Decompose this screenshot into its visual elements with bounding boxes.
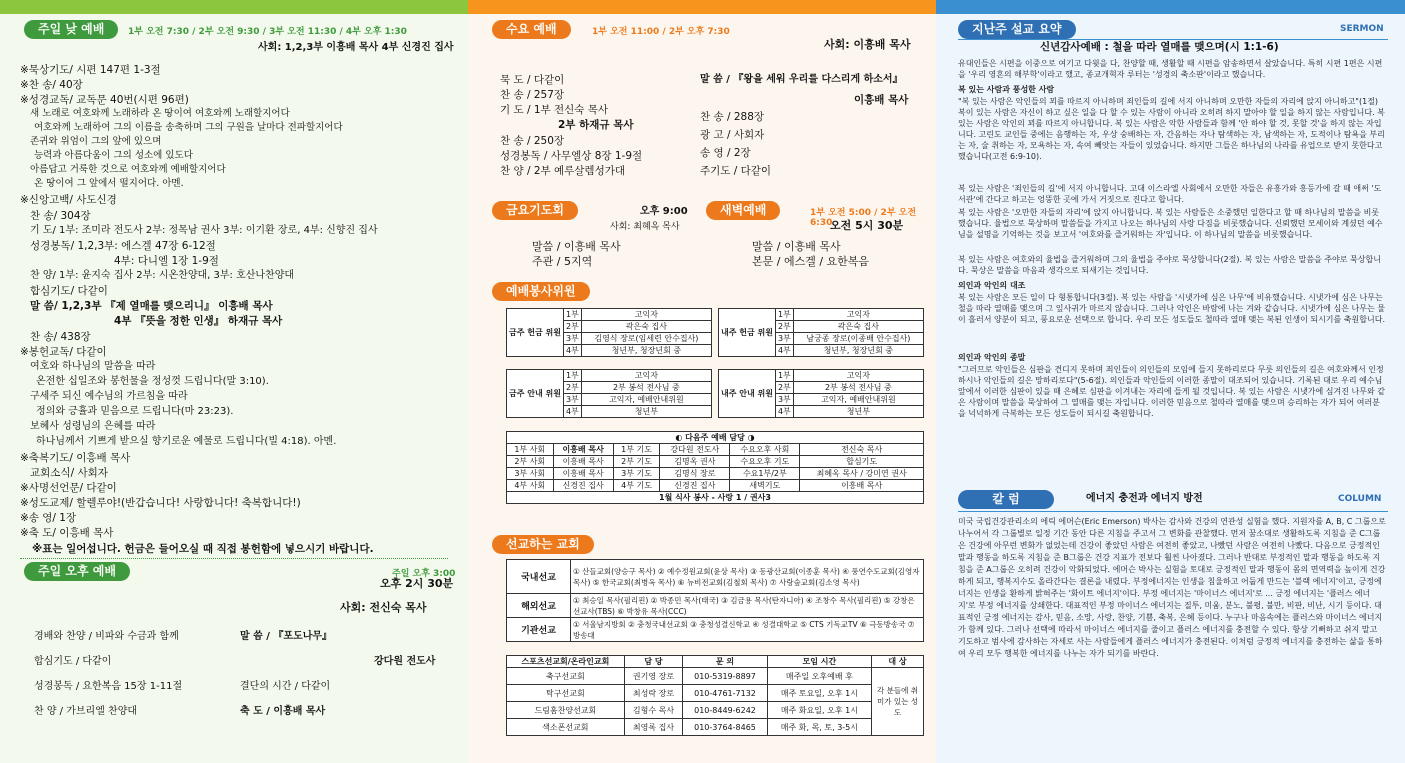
cell: 010-8449-6242: [683, 702, 768, 719]
wed-line: 성경봉독 / 사무엘상 8장 1-9절: [500, 150, 643, 162]
column-headline: 에너지 충전과 에너지 방전: [1086, 493, 1203, 504]
cell: 수요1부/2부: [730, 468, 800, 480]
order-line: ※송 영/ 1장: [20, 512, 77, 524]
section-title-sermon: 지난주 설교 요약: [958, 20, 1076, 39]
cell: 이흥배 목사: [553, 456, 613, 468]
cell: 1부: [563, 370, 581, 382]
duty-footer: 1월 식사 봉사 - 사랑 1 / 권사3: [507, 492, 924, 504]
column-english-label: COLUMN: [1338, 494, 1382, 504]
pm-line: 성경봉독 / 요한복음 15장 1-11절: [34, 681, 183, 692]
cell: 010-4761-7132: [683, 685, 768, 702]
friday-line: 말씀 / 이흥배 목사: [532, 240, 621, 253]
cell: 3부: [563, 394, 581, 406]
wed-line: 묵 도 / 다같이: [500, 74, 565, 86]
section-title-dawn: 새벽예배: [706, 201, 780, 220]
order-line: 교회소식/ 사회자: [30, 467, 108, 479]
sermon-subheading: 의인과 악인의 대조: [958, 281, 1026, 290]
offering-line: 온전한 십일조와 봉헌물을 정성껏 드립니다(말 3:10).: [36, 376, 269, 387]
sermon-paragraph: 유대인들은 시편을 이중으로 여기고 다윗을 다, 찬양할 때, 생활할 때 시편을 암송하면서 살았습니다. 특히 시편 1편은 시편을 '우리 영혼의 해부학'이라고 했고, 종교개혁자 루터는 '성경의 축소판'이라고 했습니다.: [958, 59, 1383, 79]
usher-table-next-week: [718, 369, 924, 418]
afternoon-time-label: 주일 오후 3:00: [392, 569, 456, 579]
cell: 새벽기도: [730, 480, 800, 492]
cell: 이흥배 목사: [800, 480, 924, 492]
order-line: ※축복기도/ 이흥배 목사: [20, 452, 131, 464]
order-line: ※축 도/ 이흥배 목사: [20, 527, 114, 539]
sermon-paragraph: "복 있는 사람은 악인들의 꾀를 따르지 아니하며 죄인들의 길에 서지 아니하며 오만한 자들의 자리에 앉지 아니하고"(1절) 복이 있는 사람은 자신이 하고 싶은 일을 다 할 수 있는 사람이 아니라 오히려 하지 말아야 할 일을 하지 않는 사람입니다. 복 있는 사람은 악인의 꾀를 따르지 아니합니다. 복 있는 사람은 악한 사람들과 함께 '안 하야 할 것, 못할 것'을 하지 않는 자입니다. 고린도 교인들 중에는 음행하는 자, 우상 숭배하는 자, 간음하는 자나 탐색하는 자, 남색하는 자, 도적이나 탐욕을 부리는 자, 술 취하는 자, 모욕하는 자, 속여 빼앗는 자들이 있었습니다. 하지만 그들은 하나님의 나라를 유업으로 받지 못한다고 했습니다(고전 6:9-10).: [958, 97, 1385, 161]
top-bar-middle: [468, 0, 936, 14]
order-line: 성경봉독/ 1,2,3부: 에스겔 47장 6-12절: [30, 240, 216, 252]
cell: 최혜옥 목사 / 강미연 권사: [800, 468, 924, 480]
cell: 3부: [775, 333, 793, 345]
dawn-times: 1부 오전 5:00 / 2부 오전 6:30: [810, 208, 917, 228]
mission-label: 해외선교: [507, 594, 571, 618]
friday-host: 사회: 최혜옥 목사: [610, 222, 680, 232]
cell: 1부: [775, 370, 793, 382]
cell: 고익자, 예배안내위원: [581, 394, 711, 406]
cell: 수요오후 사회: [730, 444, 800, 456]
usher-table-this-week: [506, 369, 712, 418]
column-header: 스포츠선교회/온라인교회: [507, 656, 625, 668]
section-title-column: 칼 럼: [958, 490, 1054, 509]
sermon-headline: 신년감사예배 : 철을 따라 열매를 맺으며(시 1:1-6): [1040, 41, 1279, 53]
pm-line: 결단의 시간 / 다같이: [240, 681, 331, 692]
cell: 청년부: [581, 406, 711, 418]
cell: 김명식 장로: [660, 468, 730, 480]
cell: 4부: [775, 406, 793, 418]
cell: 매주 화요일, 오후 1시: [767, 702, 871, 719]
cell: 전신숙 목사: [800, 444, 924, 456]
wed-line: 말 씀 / 『왕을 세워 우리를 다스리게 하소서』: [700, 74, 903, 85]
group-label: 내주 안내 위원: [719, 370, 776, 418]
sermon-english-label: SERMON: [1340, 24, 1384, 34]
cell: 4부: [563, 406, 581, 418]
pm-line: 말 씀 / 『포도나무』: [240, 631, 333, 642]
pm-line: 찬 양 / 가브리엘 찬양대: [34, 706, 138, 717]
cell: 남궁종 장로(이종배 안수집사): [793, 333, 923, 345]
reading-line: 아름답고 거룩한 것으로 여호와께 예배할지어다: [30, 164, 226, 175]
order-line: 찬 송/ 304장: [30, 210, 91, 222]
wed-line: 찬 송 / 257장: [500, 89, 565, 101]
cell: 곽은숙 집사: [581, 321, 711, 333]
pm-line: 경배와 찬양 / 비파와 수금과 함께: [34, 631, 179, 642]
service-times: 1부 오전 7:30 / 2부 오전 9:30 / 3부 오전 11:30 / 4부 오후 1:30: [128, 27, 407, 37]
cell: 색소폰선교회: [507, 719, 625, 736]
reading-line: 온 땅이여 그 앞에서 떨지어다. 아멘.: [34, 178, 184, 189]
cell: 1부 사회: [507, 444, 554, 456]
cell: 매주 화, 목, 토, 3-5시: [767, 719, 871, 736]
cell: 탁구선교회: [507, 685, 625, 702]
service-host: 사회: 1,2,3부 이흥배 목사 4부 신경진 집사: [258, 42, 454, 53]
mission-table: [506, 559, 924, 642]
sermon-paragraph: 복 있는 사람은 '오만한 자들의 자리'에 앉지 아니합니다. 복 있는 사람들은 소중했던 일한다고 할 때 하나님의 말씀을 비롯했습니다. 율법으로 묵상하며 말씀들을 가지고 나오는 하나님의 사랑 다짐을 비롯했습니다. 신뢰했던 모세이와 계셨던 예수님을 설명을 기억하는 것을 보고서 '여호와를 즐거워하는 자'입니다. 이 하나님의 말씀을 비롯했습니다.: [958, 208, 1383, 239]
cell: 매주일 오후예배 후: [767, 668, 871, 685]
wed-line: 광 고 / 사회자: [700, 129, 765, 141]
cell: 4부: [775, 345, 793, 357]
mission-list: ① 서울남지방회 ② 충청국내선교회 ③ 충청성결신학교 ④ 성결대학교 ⑤ CTS 기독교TV ⑥ 극동방송국 ⑦ 방송대: [571, 618, 924, 642]
column-sunday: [0, 14, 468, 763]
cell: 강다원 전도사: [660, 444, 730, 456]
top-bar-right: [936, 0, 1405, 14]
group-label: 금주 헌금 위원: [507, 309, 564, 357]
section-title-mission: 선교하는 교회: [492, 535, 594, 554]
offering-table-this-week: [506, 308, 712, 357]
wednesday-times: 1부 오전 11:00 / 2부 오후 7:30: [592, 27, 730, 37]
cell: 3부: [775, 394, 793, 406]
cell: 김명옥 권사: [660, 456, 730, 468]
cell: 2부: [563, 382, 581, 394]
order-line: 찬 양/ 1부: 윤지숙 집사 2부: 시온찬양대, 3부: 호산나찬양대: [30, 270, 295, 281]
wed-line: 기 도 / 1부 전신숙 목사: [500, 104, 609, 116]
section-title-afternoon: 주일 오후 예배: [24, 562, 130, 581]
cell: 1부 기도: [613, 444, 660, 456]
mission-label: 국내선교: [507, 560, 571, 594]
cell: 1부: [563, 309, 581, 321]
wed-line: 주기도 / 다같이: [700, 165, 772, 177]
offering-line: 하나님께서 기쁘게 받으실 향기로운 예물로 드립니다(빌 4:18). 아멘.: [36, 436, 337, 447]
cell: 2부 기도: [613, 456, 660, 468]
column-header: 문 의: [683, 656, 768, 668]
reading-line: 여호와께 노래하여 그의 이름을 송축하며 그의 구원을 날마다 전파할지어다: [34, 122, 343, 133]
order-line: ※묵상기도/ 시편 147편 1-3절: [20, 64, 161, 76]
cell: 2부 사회: [507, 456, 554, 468]
cell: 고익자: [793, 370, 923, 382]
wed-line: 이흥배 목사: [854, 94, 909, 106]
cell: 드림홈찬양선교회: [507, 702, 625, 719]
order-line: ※성경교독/ 교독문 40번(시편 96편): [20, 94, 189, 106]
order-line: ※사명선언문/ 다같이: [20, 482, 117, 494]
cell: 최성락 장로: [624, 685, 683, 702]
cell: 고익자, 예배안내위원: [793, 394, 923, 406]
reading-line: 새 노래로 여호와께 노래하라 온 땅이여 여호와께 노래할지어다: [30, 108, 290, 119]
cell: 2부: [775, 382, 793, 394]
afternoon-time: 오후 2시 30분: [380, 577, 454, 590]
cell: 김영식 장로(임세련 안수집사): [581, 333, 711, 345]
sermon-paragraph: 복 있는 사람은 여호와의 율법을 즐거워하며 그의 율법을 주야로 묵상합니다(2절). 복 있는 사람은 말씀을 주야로 묵상합니다. 묵상은 말씀을 마음과 생각으로 되새기는 것입니다.: [958, 255, 1381, 275]
cell: 고익자: [581, 370, 711, 382]
reading-line: 존귀와 위엄이 그의 앞에 있으며: [30, 136, 162, 147]
pm-line: 합심기도 / 다같이: [34, 656, 112, 667]
section-title-sunday: 주일 낮 예배: [24, 20, 118, 39]
cell: 김형수 목사: [624, 702, 683, 719]
cell: 최영록 집사: [624, 719, 683, 736]
sports-mission-table: [506, 655, 924, 736]
cell: 3부 사회: [507, 468, 554, 480]
pm-line: 강다원 전도사: [374, 656, 436, 667]
column-sermon: [936, 14, 1405, 763]
friday-line: 주관 / 5지역: [532, 255, 593, 268]
cell: 고익자: [581, 309, 711, 321]
order-line: 합심기도/ 다같이: [30, 285, 108, 297]
column-header: 모임 시간: [767, 656, 871, 668]
group-label: 금주 안내 위원: [507, 370, 564, 418]
next-week-duty-table: [506, 431, 924, 504]
group-label: 내주 헌금 위원: [719, 309, 776, 357]
order-line: ※봉헌교독/ 다같이: [20, 346, 107, 358]
order-line: ※신앙고백/ 사도신경: [20, 194, 117, 206]
cell: 2부: [775, 321, 793, 333]
cell: 고익자: [793, 309, 923, 321]
friday-time: 오후 9:00: [640, 206, 688, 217]
sermon-paragraph: "그러므로 악인들은 심판을 견디지 못하며 죄인들이 의인들의 모임에 들지 못하리로다 무릇 의인들의 길은 여호와께서 인정하시나 악인들의 길은 망하리로다"(5-6절). 의인들과 악인들의 이러한 종말이 대조되어 있습니다. 기록된 대로 우리 예수님 앞에서 이러한 심판이 있을 때 은혜로 심판을 이겨내는 자리에 들게 될 것입니다. 복 있는 사람은 시냇가에 심겨진 나무와 같은 사람이며 말씀을 묵상하여 그 열매를 맺는 자입니다. 이러한 믿음으로 철따라 열매를 맺으며 승리하는 자가 되어 여러분을 넉넉하게 극복하는 모든 성도들이 되시길 축원합니다.: [958, 365, 1385, 418]
sermon-subheading: 의인과 악인의 종말: [958, 353, 1026, 362]
order-line: ※성도교제/ 할렐루야!(반갑습니다! 사랑합니다! 축복합니다!): [20, 497, 301, 509]
section-title-wednesday: 수요 예배: [492, 20, 571, 39]
order-line: ※찬 송/ 40장: [20, 79, 83, 91]
afternoon-host: 사회: 전신숙 목사: [340, 601, 427, 614]
order-line: 4부 『뜻을 정한 인생』 하재규 목사: [114, 315, 283, 327]
section-title-friday: 금요기도회: [492, 201, 578, 220]
cell: 3부: [563, 333, 581, 345]
cell: 4부 기도: [613, 480, 660, 492]
cell: 청년부, 청장년회 중: [581, 345, 711, 357]
cell: 신경진 집사: [660, 480, 730, 492]
cell: 수요오후 기도: [730, 456, 800, 468]
wed-line: 찬 양 / 2부 예루살렘성가대: [500, 165, 625, 177]
offering-line: 보혜사 성령님의 은혜를 따라: [30, 421, 156, 432]
wed-line: 송 영 / 2장: [700, 147, 751, 159]
duty-title: ◐ 다음주 예배 담당 ◑: [507, 432, 924, 444]
column-header: 대 상: [872, 656, 924, 668]
cell: 청년부, 청장년회 중: [793, 345, 923, 357]
wed-line: 2부 하재규 목사: [558, 119, 634, 131]
order-line: 말 씀/ 1,2,3부 『제 열매를 맺으리니』 이흥배 목사: [30, 300, 273, 312]
column-header: 담 당: [624, 656, 683, 668]
cell: 2부 봉석 전사님 중: [581, 382, 711, 394]
cell: 신경진 집사: [553, 480, 613, 492]
cell: 4부: [563, 345, 581, 357]
wednesday-host: 사회: 이흥배 목사: [824, 38, 911, 51]
order-line: 4부: 다니엘 1장 1-9절: [114, 255, 219, 267]
cell: 010-5319-8897: [683, 668, 768, 685]
dawn-time: 오전 5시 30분: [830, 219, 904, 232]
sermon-subheading: 복 있는 사람과 풍성한 사람: [958, 85, 1055, 94]
wed-line: 찬 송 / 288장: [700, 111, 765, 123]
cell: 010-3764-8465: [683, 719, 768, 736]
offering-table-next-week: [718, 308, 924, 357]
dawn-line: 본문 / 에스겔 / 요한복음: [752, 255, 870, 268]
divider: [20, 558, 448, 559]
mission-list: ① 최승일 목사(필리핀) ② 박종민 목사(태국) ③ 김금용 목사(탄자니아) ④ 조창수 목사(필리핀) ⑤ 강창은 선교사(TBS) ⑥ 박창유 목사(CCC): [571, 594, 924, 618]
cell: 이흥배 목사: [553, 444, 613, 456]
cell: 매주 토요일, 오후 1시: [767, 685, 871, 702]
cell: 곽은숙 집사: [793, 321, 923, 333]
column-body: 미국 국립건강관리소의 에릭 에머슨(Eric Emerson) 박사는 감사와 건강의 연관성 실험을 했다. 지원자를 A, B, C 그룹으로 나누어서 각 그룹별로 일정 기간 동안 다른 지침을 주고서 그 변화를 관찰했다. 먼저 꿈소대로 생활하도록 지침을 준 C그룹은 건강에 아무런 변화가 없었는데 건강이 좋았던 사람은 여전히 좋았고, 나빴던 사람은 여전히 나빴다. 다음으로 긍정적인 말과 행동을 하도록 지침을 준 B그룹은 건강 지표가 전보다 훨씬 나아졌다. 그러나 반대로 부정적인 말과 행동을 하도록 지침을 준 A그룹은 오히려 건강이 악화되었다. 에머슨 박사는 실험을 토대로 긍정적인 말과 행동이 몸의 면역력을 높이게 건강하게 되고, 행복지수도 올라간다는 결론을 내렸다. 부정에너지는 인생을 침울하고 어둡게 만드는 '블랙 에너지'이고, 긍정에너지는 인생을 환하게 밝혀주는 '화이트 에너지'이다. 부정 에너지는 '마이너스 에너지'로 ... 긍정 에너지는 '플러스 에너지'로 부정 에너지를 상쇄한다. 대표적인 부정 마이너스 에너지는 질투, 미움, 분노, 불평, 불만, 비판, 비난, 시기 등이다. 대표적인 긍정 에너지는 감사, 믿음, 소망, 사랑, 찬양, 기쁨, 축복, 은혜 등이다. 누구나 마음속에는 플러스와 마이너스 에너지가 함께 있다. 그러나 선택에 따라서 마이너스 에너지를 줄이고 플러스 에너지를 충전할 수 있다. 항상 기뻐하고 쉬지 말고 기도하고 범사에 감사하는 자세로 사는 사람들에게 플러스 에너지가 충전된다. 이처럼 긍정적 에너지를 충전하는 삶을 통하여 우리 모두 행복한 에너지를 나누는 자가 되기를 바란다.: [958, 517, 1386, 658]
cell: 3부 기도: [613, 468, 660, 480]
pm-line: 축 도 / 이흥배 목사: [240, 706, 326, 717]
cell: 청년부: [793, 406, 923, 418]
target-cell: 각 분들에 취미가 있는 성도: [872, 668, 924, 736]
cell: 권기영 장로: [624, 668, 683, 685]
offering-line: 정의와 긍휼과 믿음으로 드립니다(마 23:23).: [36, 406, 234, 417]
mission-list: ① 산들교회(양승구 목사) ② 예수정원교회(윤상 목사) ③ 동광산교회(이종훈 목사) ④ 풍연수도교회(김영자 목사) ⑤ 한국교회(최병옥 목사) ⑥ 뉴비전교회(김철회 목사) ⑦ 사랑숲교회(김소영 목사): [571, 560, 924, 594]
top-bar-left: [0, 0, 468, 14]
mission-label: 기관선교: [507, 618, 571, 642]
section-title-service: 예배봉사위원: [492, 282, 590, 301]
offering-line: 구세주 되신 예수님의 가르침을 따라: [30, 391, 188, 402]
cell: 2부 봉석 전사님 중: [793, 382, 923, 394]
reading-line: 능력과 아름다움이 그의 성소에 있도다: [34, 150, 193, 161]
wed-line: 찬 송 / 250장: [500, 135, 565, 147]
offering-line: 여호와 하나님의 말씀을 따라: [30, 361, 156, 372]
cell: 축구선교회: [507, 668, 625, 685]
column-weekday: [468, 14, 936, 763]
sermon-paragraph: 복 있는 사람은 모든 일이 다 형통합니다(3절). 복 있는 사람을 '시냇가에 심은 나무'에 비유했습니다. 시냇가에 심은 나무는 철을 따라 열매를 맺으며 그 잎사귀가 마르지 않습니다. 그러나 악인은 바람에 나는 겨와 같습니다. 시냇가에 심은 나무는 물이 흘러서 양분이 되고, 풍요로운 선택으로 합니다. 우리 모든 성도들도 철따라 열매 맺는 복된 인생이 되시기를 축원합니다.: [958, 293, 1385, 324]
cell: 합심기도: [800, 456, 924, 468]
order-line: 찬 송/ 438장: [30, 331, 91, 343]
divider: [958, 511, 1388, 512]
notice: ※표는 일어섭니다. 헌금은 들어오실 때 직접 봉헌함에 넣으시기 바랍니다.: [32, 543, 374, 555]
sermon-paragraph: 복 있는 사람은 '죄인들의 길'에 서지 아니합니다. 고대 이스라엘 사회에서 오만한 자들은 유흥가와 흥등가에 갈 때 애써 '도서관'에 간다고 하고는 엉뚱한 곳에 가서 거짓으로 진다고 합니다.: [958, 184, 1382, 204]
dawn-line: 말씀 / 이흥배 목사: [752, 240, 841, 253]
cell: 4부 사회: [507, 480, 554, 492]
cell: 이흥배 목사: [553, 468, 613, 480]
cell: 2부: [563, 321, 581, 333]
cell: 1부: [775, 309, 793, 321]
order-line: 기 도/ 1부: 조미라 전도사 2부: 정목남 권사 3부: 이기환 장로, 4부: 신향진 집사: [30, 225, 378, 236]
